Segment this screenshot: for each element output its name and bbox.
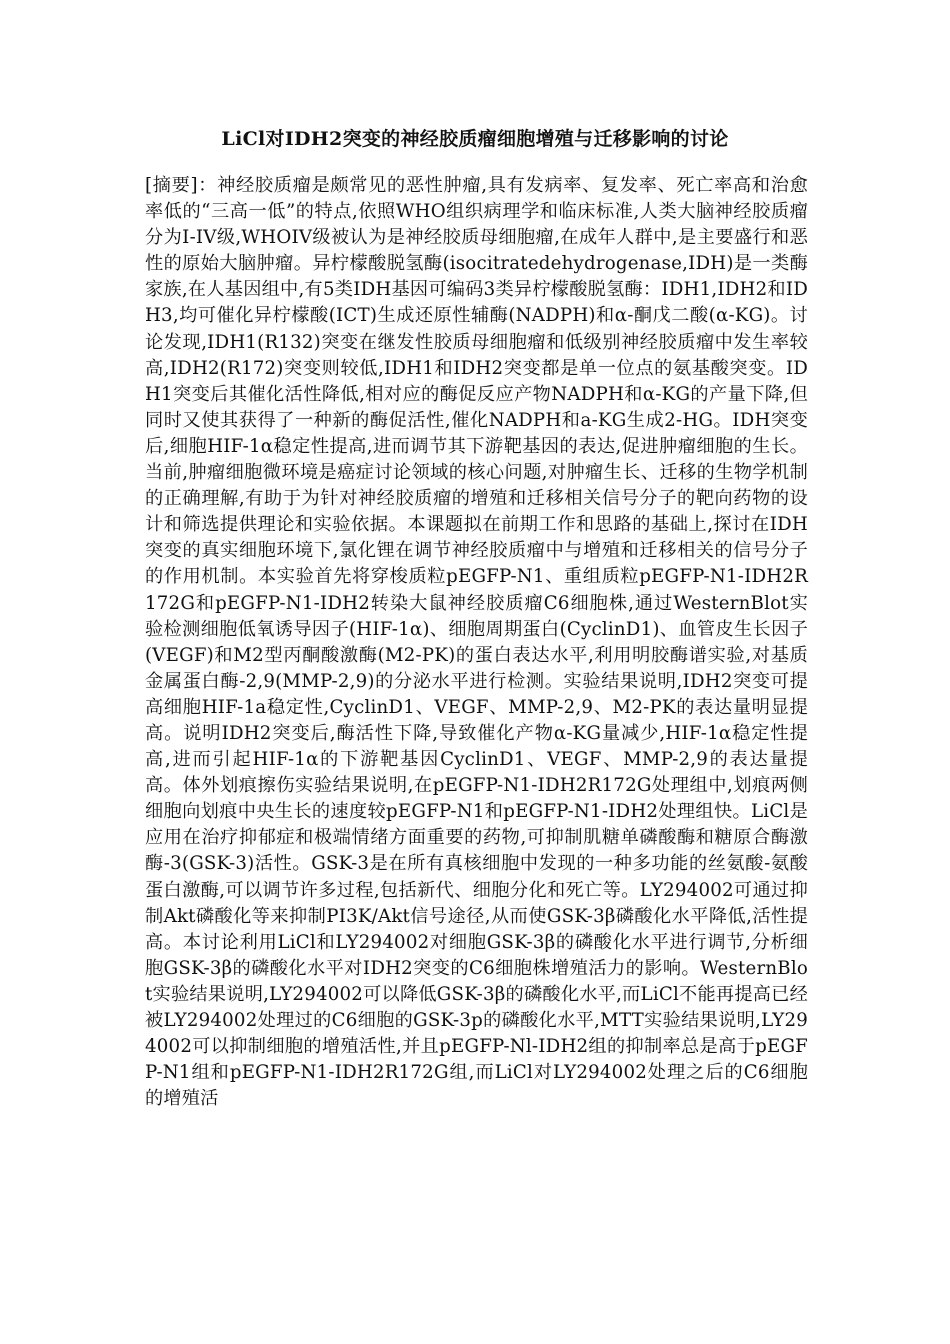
abstract-label: [摘要]： <box>145 175 218 196</box>
abstract-text: 神经胶质瘤是颇常见的恶性肿瘤,具有发病率、复发率、死亡率高和治愈率低的“三高一低”的特点,依照WHO组织病理学和临床标准,人类大脑神经胶质瘤分为I-IV级,WHOIV级被认为是神经胶质母细胞瘤,在成年人群中,是主要盛行和恶性的原始大脑肿瘤。异柠檬酸脱氢酶(isocitratedehydrogenase,IDH)是一类酶家族,在人基因组中,有5类IDH基因可编码3类异柠檬酸脱氢酶：IDH1,IDH2和IDH3,均可催化异柠檬酸(ICT)生成还原性辅酶(NADPH)和α-酮戊二酸(α-KG)。讨论发现,IDH1(R132)突变在继发性胶质母细胞瘤和低级别神经胶质瘤中发生率较高,IDH2(R172)突变则较低,IDH1和IDH2突变都是单一位点的氨基酸突变。IDH1突变后其催化活性降低,相对应的酶促反应产物NADPH和α-KG的产量下降,但同时又使其获得了一种新的酶促活性,催化NADPH和a-KG生成2-HG。IDH突变后,细胞HIF-1α稳定性提高,进而调节其下游靶基因的表达,促进肿瘤细胞的生长。当前,肿瘤细胞微环境是癌症讨论领域的核心问题,对肿瘤生长、迁移的生物学机制的正确理解,有助于为针对神经胶质瘤的增殖和迁移相关信号分子的靶向药物的设计和筛选提供理论和实验依据。本课题拟在前期工作和思路的基础上,探讨在IDH突变的真实细胞环境下,氯化锂在调节神经胶质瘤中与增殖和迁移相关的信号分子的作用机制。本实验首先将穿梭质粒pEGFP-N1、重组质粒pEGFP-N1-IDH2R172G和pEGFP-N1-IDH2转染大鼠神经胶质瘤C6细胞株,通过WesternBlot实验检测细胞低氧诱导因子(HIF-1α)、细胞周期蛋白(CyclinD1)、血管皮生长因子(VEGF)和M2型丙酮酸激酶(M2-PK)的蛋白表达水平,利用明胶酶谱实验,对基质金属蛋白酶-2,9(MMP-2,9)的分泌水平进行检测。实验结果说明,IDH2突变可提高细胞HIF-1a稳定性,CyclinD1、VEGF、MMP-2,9、M2-PK的表达量明显提高。说明IDH2突变后,酶活性下降,导致催化产物α-KG量减少,HIF-1α稳定性提高,进而引起HIF-1α的下游靶基因CyclinD1、VEGF、MMP-2,9的表达量提高。体外划痕擦伤实验结果说明,在pEGFP-N1-IDH2R172G处理组中,划痕两侧细胞向划痕中央生长的速度较pEGFP-N1和pEGFP-N1-IDH2处理组快。LiCl是应用在治疗抑郁症和极端情绪方面重要的药物,可抑制肌糖单磷酸酶和糖原合酶激酶-3(GSK-3)活性。GSK-3是在所有真核细胞中发现的一种多功能的丝氨酸-氨酸蛋白激酶,可以调节许多过程,包括新代、细胞分化和死亡等。LY294002可通过抑制Akt磷酸化等来抑制PI3K/Akt信号途径,从而使GSK-3β磷酸化水平降低,活性提高。本讨论利用LiCl和LY294002对细胞GSK-3β的磷酸化水平进行调节,分析细胞GSK-3β的磷酸化水平对IDH2突变的C6细胞株增殖活力的影响。WesternBlot实验结果说明,LY294002可以降低GSK-3β的磷酸化水平,而LiCl不能再提高已经被LY294002处理过的C6细胞的GSK-3p的磷酸化水平,MTT实验结果说明,LY294002可以抑制细胞的增殖活性,并且pEGFP-Nl-IDH2组的抑制率总是高于pEGFP-N1组和pEGFP-N1-IDH2R172G组,而LiCl对LY294002处理之后的C6细胞的增殖活 <box>145 175 808 1110</box>
document-title: LiCl对IDH2突变的神经胶质瘤细胞增殖与迁移影响的讨论 <box>221 128 729 150</box>
abstract-paragraph <box>145 173 808 1112</box>
